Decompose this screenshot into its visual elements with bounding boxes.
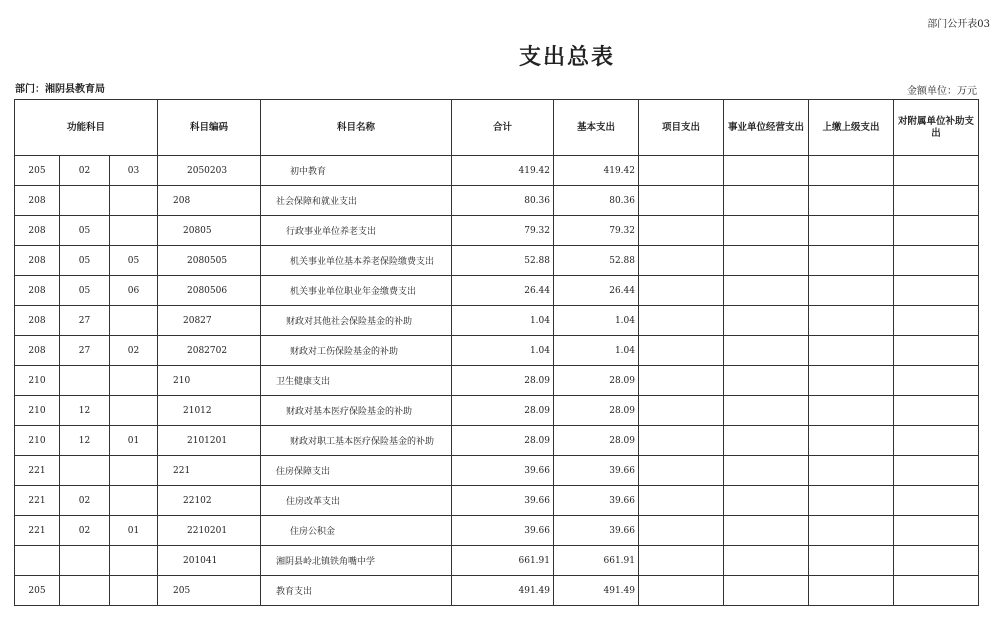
cell-upper	[809, 186, 894, 216]
header-upper: 上缴上级支出	[809, 100, 894, 156]
cell-func-item: 27	[60, 306, 110, 336]
cell-name: 住房保障支出	[261, 456, 452, 486]
cell-project	[639, 546, 724, 576]
cell-basic: 79.32	[554, 216, 639, 246]
cell-code: 2080505	[158, 246, 261, 276]
table-row	[15, 276, 979, 306]
cell-subsidy	[894, 186, 979, 216]
header-basic: 基本支出	[554, 100, 639, 156]
cell-name: 财政对职工基本医疗保险基金的补助	[261, 426, 452, 456]
cell-func-item: 02	[60, 516, 110, 546]
cell-business	[724, 246, 809, 276]
cell-code: 22102	[158, 486, 261, 516]
cell-func-class: 205	[15, 156, 60, 186]
cell-func-item: 27	[60, 336, 110, 366]
cell-upper	[809, 516, 894, 546]
cell-name: 财政对工伤保险基金的补助	[261, 336, 452, 366]
cell-code: 2080506	[158, 276, 261, 306]
cell-subsidy	[894, 366, 979, 396]
cell-upper	[809, 576, 894, 606]
cell-basic: 1.04	[554, 336, 639, 366]
cell-func-class: 208	[15, 216, 60, 246]
cell-business	[724, 576, 809, 606]
cell-business	[724, 306, 809, 336]
cell-business	[724, 396, 809, 426]
cell-subsidy	[894, 426, 979, 456]
cell-name: 财政对基本医疗保险基金的补助	[261, 396, 452, 426]
table-row	[15, 396, 979, 426]
cell-func-class: 210	[15, 426, 60, 456]
cell-subsidy	[894, 576, 979, 606]
header-func: 功能科目	[15, 100, 158, 156]
header-name: 科目名称	[261, 100, 452, 156]
cell-basic: 1.04	[554, 306, 639, 336]
table-row	[15, 246, 979, 276]
table-row	[15, 366, 979, 396]
cell-func-subitem	[110, 576, 158, 606]
cell-subsidy	[894, 456, 979, 486]
cell-name: 卫生健康支出	[261, 366, 452, 396]
table-row	[15, 426, 979, 456]
cell-project	[639, 486, 724, 516]
cell-code: 210	[158, 366, 261, 396]
cell-code: 20827	[158, 306, 261, 336]
cell-func-class: 208	[15, 246, 60, 276]
cell-business	[724, 426, 809, 456]
cell-upper	[809, 456, 894, 486]
cell-project	[639, 396, 724, 426]
cell-code: 2050203	[158, 156, 261, 186]
cell-func-class: 208	[15, 276, 60, 306]
cell-subsidy	[894, 156, 979, 186]
cell-upper	[809, 276, 894, 306]
table-row	[15, 186, 979, 216]
table-row	[15, 306, 979, 336]
cell-func-class: 210	[15, 396, 60, 426]
form-id: 部门公开表03	[927, 19, 990, 30]
header-business: 事业单位经营支出	[724, 100, 809, 156]
cell-func-subitem	[110, 456, 158, 486]
cell-name: 社会保障和就业支出	[261, 186, 452, 216]
cell-func-subitem: 06	[110, 276, 158, 306]
cell-basic: 28.09	[554, 426, 639, 456]
cell-func-item: 05	[60, 216, 110, 246]
cell-business	[724, 336, 809, 366]
cell-func-class: 205	[15, 576, 60, 606]
cell-total: 52.88	[452, 246, 554, 276]
cell-upper	[809, 216, 894, 246]
cell-project	[639, 366, 724, 396]
cell-upper	[809, 366, 894, 396]
header-project: 项目支出	[639, 100, 724, 156]
cell-code: 2082702	[158, 336, 261, 366]
cell-code: 221	[158, 456, 261, 486]
cell-func-item: 12	[60, 396, 110, 426]
amount-unit: 金额单位：万元	[907, 86, 977, 97]
cell-upper	[809, 156, 894, 186]
cell-project	[639, 426, 724, 456]
cell-total: 1.04	[452, 336, 554, 366]
cell-code: 2101201	[158, 426, 261, 456]
cell-func-class	[15, 546, 60, 576]
cell-func-subitem: 02	[110, 336, 158, 366]
cell-project	[639, 216, 724, 246]
cell-total: 491.49	[452, 576, 554, 606]
cell-func-item: 12	[60, 426, 110, 456]
cell-code: 20805	[158, 216, 261, 246]
cell-total: 1.04	[452, 306, 554, 336]
cell-func-class: 208	[15, 186, 60, 216]
expenditure-table	[14, 99, 979, 606]
table-row	[15, 216, 979, 246]
cell-func-item: 02	[60, 486, 110, 516]
cell-func-subitem: 01	[110, 516, 158, 546]
cell-basic: 52.88	[554, 246, 639, 276]
cell-basic: 28.09	[554, 366, 639, 396]
cell-upper	[809, 336, 894, 366]
cell-total: 661.91	[452, 546, 554, 576]
cell-total: 419.42	[452, 156, 554, 186]
header-code: 科目编码	[158, 100, 261, 156]
cell-business	[724, 216, 809, 246]
cell-name: 湘阴县岭北镇铁角嘴中学	[261, 546, 452, 576]
table-row	[15, 486, 979, 516]
cell-business	[724, 156, 809, 186]
cell-basic: 28.09	[554, 396, 639, 426]
cell-subsidy	[894, 306, 979, 336]
cell-func-item	[60, 366, 110, 396]
cell-basic: 39.66	[554, 486, 639, 516]
cell-basic: 419.42	[554, 156, 639, 186]
cell-upper	[809, 486, 894, 516]
cell-basic: 661.91	[554, 546, 639, 576]
table-row	[15, 156, 979, 186]
cell-name: 住房公积金	[261, 516, 452, 546]
cell-total: 79.32	[452, 216, 554, 246]
table-row	[15, 336, 979, 366]
cell-func-class: 221	[15, 456, 60, 486]
cell-upper	[809, 396, 894, 426]
cell-basic: 80.36	[554, 186, 639, 216]
table-row	[15, 456, 979, 486]
cell-subsidy	[894, 246, 979, 276]
cell-func-item	[60, 576, 110, 606]
cell-total: 80.36	[452, 186, 554, 216]
cell-business	[724, 276, 809, 306]
cell-func-item: 02	[60, 156, 110, 186]
cell-subsidy	[894, 516, 979, 546]
cell-name: 初中教育	[261, 156, 452, 186]
cell-subsidy	[894, 546, 979, 576]
cell-func-item: 05	[60, 276, 110, 306]
cell-business	[724, 456, 809, 486]
cell-func-subitem	[110, 366, 158, 396]
cell-project	[639, 276, 724, 306]
cell-subsidy	[894, 336, 979, 366]
cell-func-class: 208	[15, 306, 60, 336]
cell-project	[639, 306, 724, 336]
cell-project	[639, 576, 724, 606]
cell-project	[639, 246, 724, 276]
cell-func-item	[60, 546, 110, 576]
table-row	[15, 546, 979, 576]
cell-upper	[809, 546, 894, 576]
cell-func-class: 221	[15, 516, 60, 546]
cell-func-subitem	[110, 216, 158, 246]
cell-business	[724, 186, 809, 216]
cell-project	[639, 516, 724, 546]
cell-code: 201041	[158, 546, 261, 576]
cell-total: 26.44	[452, 276, 554, 306]
cell-code: 2210201	[158, 516, 261, 546]
cell-name: 住房改革支出	[261, 486, 452, 516]
cell-name: 机关事业单位职业年金缴费支出	[261, 276, 452, 306]
cell-total: 39.66	[452, 486, 554, 516]
cell-basic: 26.44	[554, 276, 639, 306]
cell-upper	[809, 246, 894, 276]
cell-project	[639, 336, 724, 366]
cell-name: 教育支出	[261, 576, 452, 606]
cell-upper	[809, 306, 894, 336]
cell-func-item: 05	[60, 246, 110, 276]
cell-func-item	[60, 186, 110, 216]
cell-total: 39.66	[452, 516, 554, 546]
cell-code: 21012	[158, 396, 261, 426]
cell-code: 208	[158, 186, 261, 216]
page-title: 支出总表	[518, 45, 615, 70]
cell-func-subitem: 01	[110, 426, 158, 456]
cell-func-subitem	[110, 186, 158, 216]
cell-subsidy	[894, 216, 979, 246]
cell-func-subitem	[110, 396, 158, 426]
cell-name: 机关事业单位基本养老保险缴费支出	[261, 246, 452, 276]
cell-func-subitem: 03	[110, 156, 158, 186]
cell-project	[639, 156, 724, 186]
table-row	[15, 516, 979, 546]
cell-func-subitem	[110, 486, 158, 516]
cell-func-class: 210	[15, 366, 60, 396]
cell-func-class: 221	[15, 486, 60, 516]
cell-func-item	[60, 456, 110, 486]
cell-business	[724, 366, 809, 396]
cell-total: 28.09	[452, 426, 554, 456]
cell-project	[639, 456, 724, 486]
table-row	[15, 576, 979, 606]
department-label: 部门：湘阴县教育局	[15, 84, 105, 95]
header-total: 合计	[452, 100, 554, 156]
cell-business	[724, 486, 809, 516]
cell-basic: 491.49	[554, 576, 639, 606]
cell-total: 39.66	[452, 456, 554, 486]
cell-name: 行政事业单位养老支出	[261, 216, 452, 246]
cell-code: 205	[158, 576, 261, 606]
header-row	[15, 100, 979, 156]
cell-subsidy	[894, 276, 979, 306]
cell-business	[724, 516, 809, 546]
cell-basic: 39.66	[554, 516, 639, 546]
cell-func-subitem	[110, 306, 158, 336]
cell-func-subitem	[110, 546, 158, 576]
cell-upper	[809, 426, 894, 456]
cell-basic: 39.66	[554, 456, 639, 486]
cell-business	[724, 546, 809, 576]
cell-func-subitem: 05	[110, 246, 158, 276]
cell-total: 28.09	[452, 396, 554, 426]
header-subsidy: 对附属单位补助支出	[894, 100, 979, 156]
cell-project	[639, 186, 724, 216]
cell-func-class: 208	[15, 336, 60, 366]
cell-subsidy	[894, 396, 979, 426]
cell-name: 财政对其他社会保险基金的补助	[261, 306, 452, 336]
cell-total: 28.09	[452, 366, 554, 396]
cell-subsidy	[894, 486, 979, 516]
